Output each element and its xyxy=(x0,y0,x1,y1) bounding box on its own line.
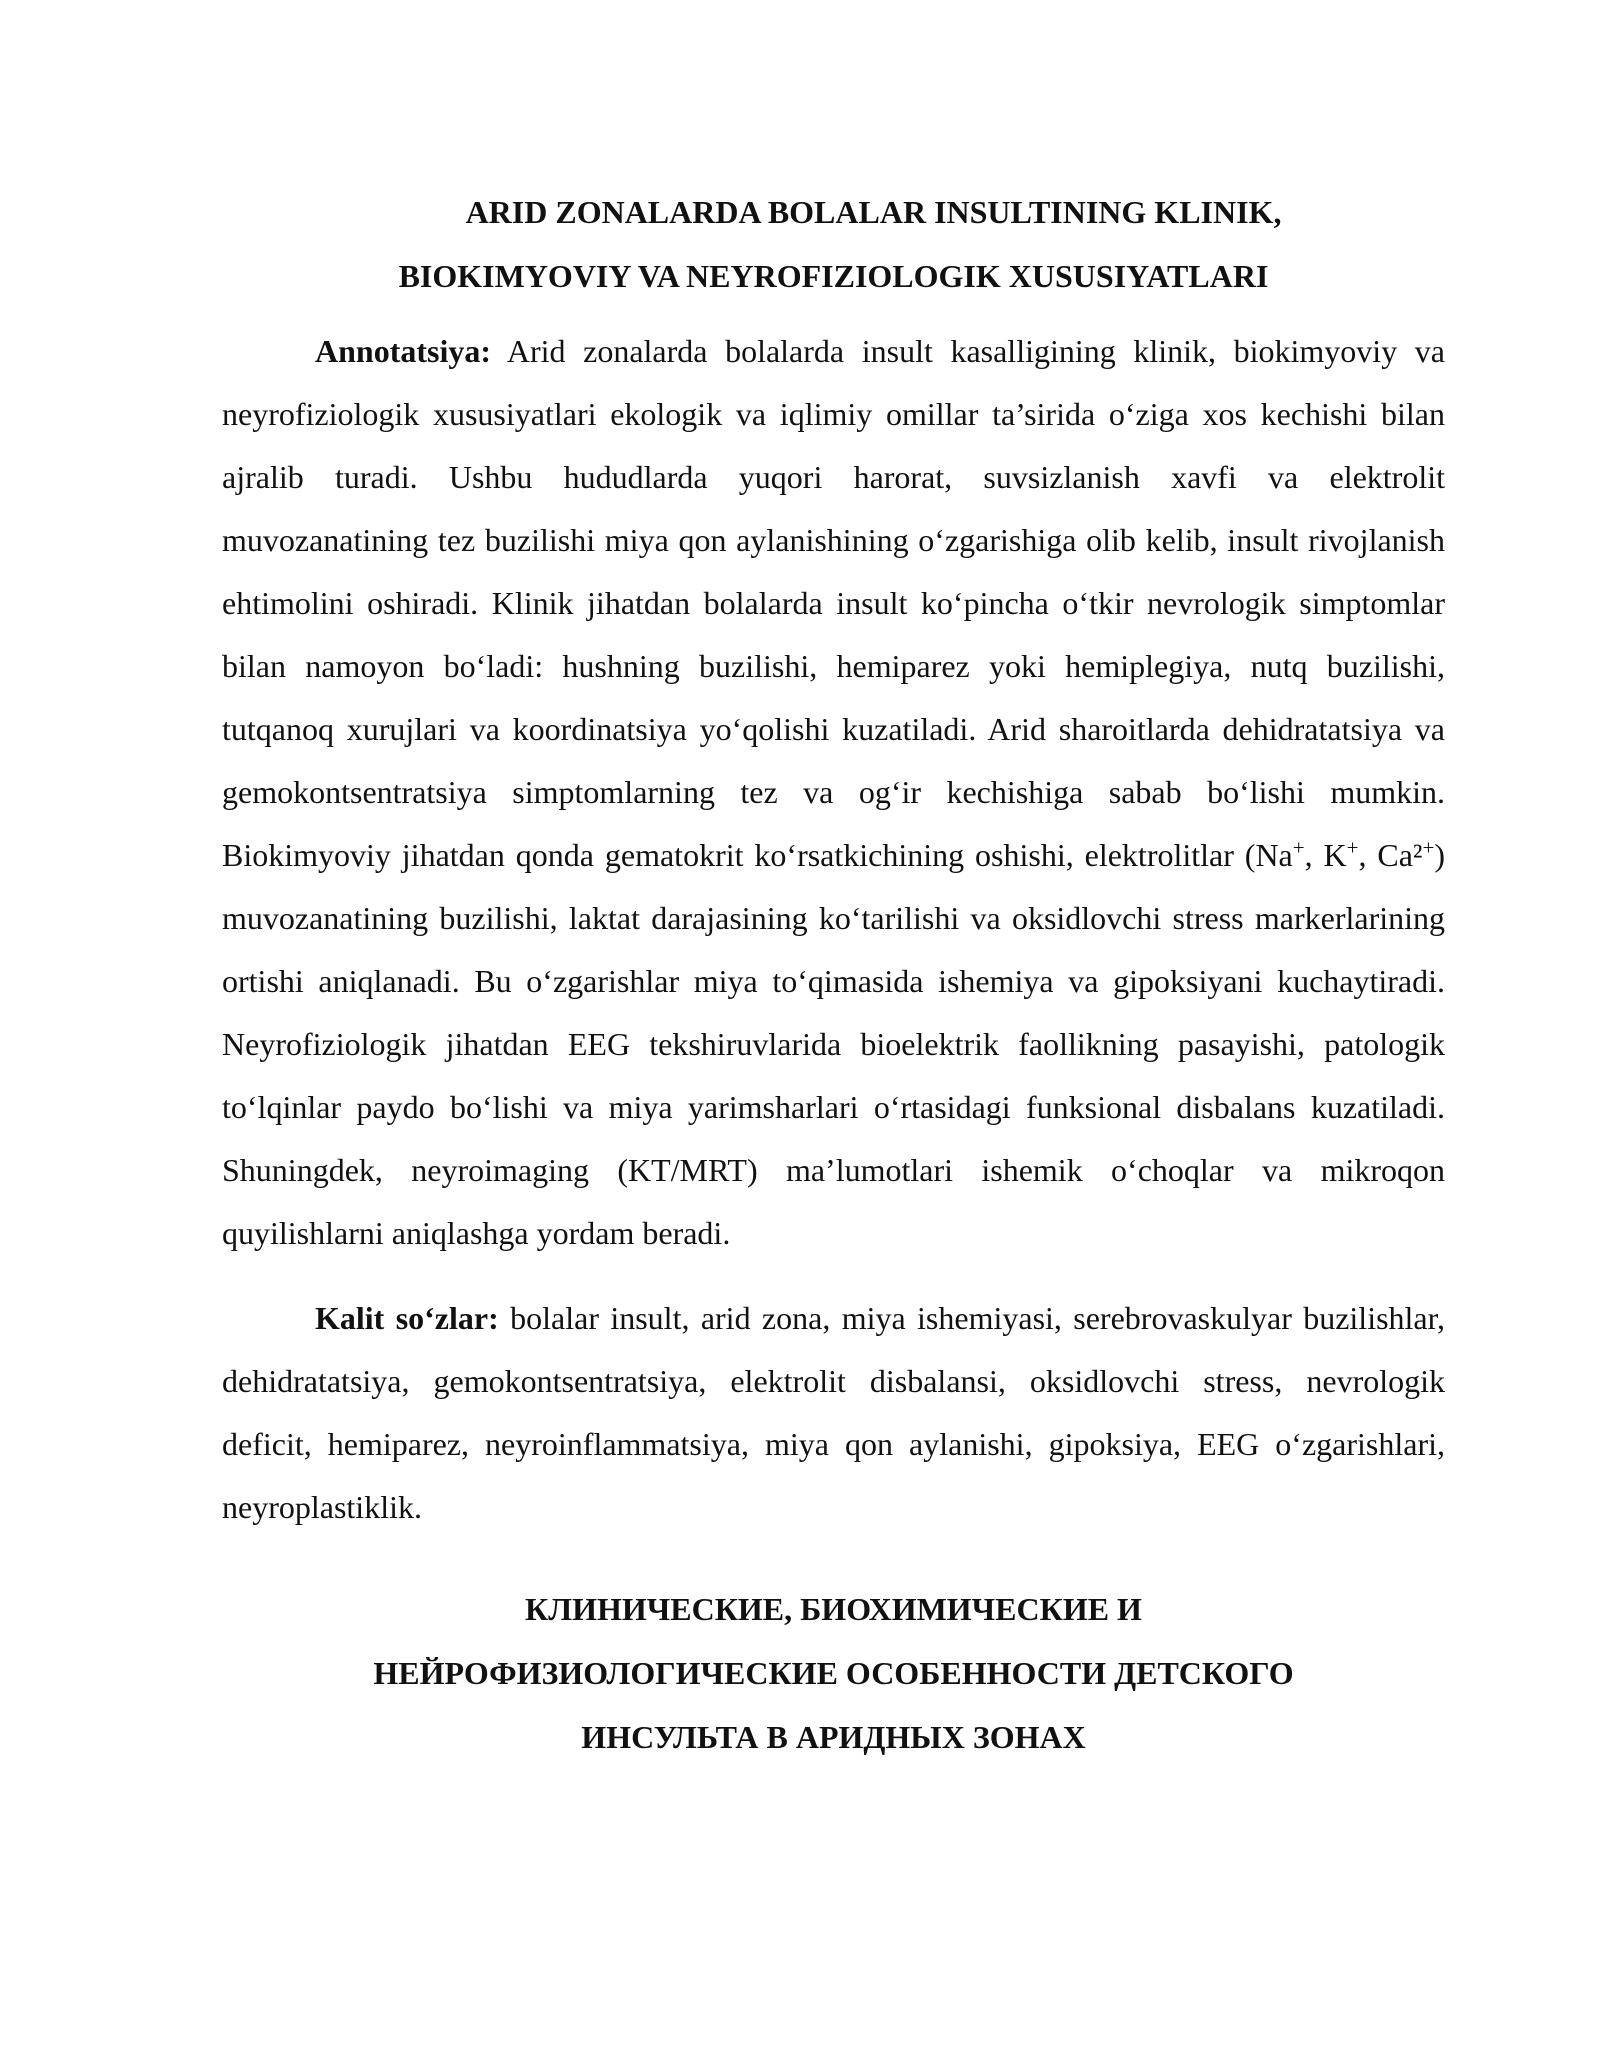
abstract-text-2: , K xyxy=(1304,837,1347,873)
abstract-label: Annotatsiya: xyxy=(315,333,492,369)
russian-title xyxy=(222,1577,1445,1769)
article-title-line-1: ARID ZONALARDA BOLALAR INSULTINING KLINIK, xyxy=(465,194,1282,230)
abstract-text-1: Arid zonalarda bolalarda insult kasalligining klinik, biokimyoviy va neyrofiziologik xususiyatlari ekologik va iqlimiy omillar ta’sirida o‘ziga xos kechishi bilan ajralib turadi. Ushbu hududlarda yuqori harorat, suvsizlanish xavfi va elektrolit muvozanatining tez buzilishi miya qon aylanishining o‘zgarishiga olib kelib, insult rivojlanish ehtimolini oshiradi. Klinik jihatdan bolalarda insult ko‘pincha o‘tkir nevrologik simptomlar bilan namoyon bo‘ladi: hushning buzilishi, hemiparez yoki hemiplegiya, nutq buzilishi, tutqanoq xurujlari va koordinatsiya yo‘qolishi kuzatiladi. Arid sharoitlarda dehidratatsiya va gemokontsentratsiya simptomlarning tez va og‘ir kechishiga sabab bo‘lishi mumkin. Biokimyoviy jihatdan qonda gematokrit ko‘rsatkichining oshishi, elektrolitlar (Na xyxy=(222,333,1445,873)
keywords-paragraph xyxy=(222,1287,1445,1539)
calcium-charge: + xyxy=(1422,835,1435,860)
article-title-line-2: BIOKIMYOVIY VA NEYROFIZIOLOGIK XUSUSIYATLARI xyxy=(398,258,1269,294)
potassium-charge: + xyxy=(1346,835,1359,860)
abstract-paragraph xyxy=(222,320,1445,1265)
abstract-text-3: , Ca² xyxy=(1358,837,1423,873)
keywords-text: bolalar insult, arid zona, miya ishemiyasi, serebrovaskulyar buzilishlar, dehidratatsiya, gemokontsentratsiya, elektrolit disbalansi, oksidlovchi stress, nevrologik deficit, hemiparez, neyroinflammatsiya, miya qon aylanishi, gipoksiya, EEG o‘zgarishlari, neyroplastiklik. xyxy=(222,1300,1446,1525)
article-title xyxy=(222,180,1445,308)
abstract-text-4: ) muvozanatining buzilishi, laktat darajasining ko‘tarilishi va oksidlovchi stress markerlarining ortishi aniqlanadi. Bu o‘zgarishlar miya to‘qimasida ishemiya va gipoksiyani kuchaytiradi. Neyrofiziologik jihatdan EEG tekshiruvlarida bioelektrik faollikning pasayishi, patologik to‘lqinlar paydo bo‘lishi va miya yarimsharlari o‘rtasidagi funksional disbalans kuzatiladi. Shuningdek, neyroimaging (KT/MRT) ma’lumotlari ishemik o‘choqlar va mikroqon quyilishlarni aniqlashga yordam beradi. xyxy=(222,837,1446,1251)
sodium-charge: + xyxy=(1292,835,1305,860)
keywords-label: Kalit so‘zlar: xyxy=(315,1300,499,1336)
russian-title-line-1: КЛИНИЧЕСКИЕ, БИОХИМИЧЕСКИЕ И xyxy=(525,1591,1142,1627)
russian-title-line-3: ИНСУЛЬТА В АРИДНЫХ ЗОНАХ xyxy=(581,1719,1086,1755)
russian-title-line-2: НЕЙРОФИЗИОЛОГИЧЕСКИЕ ОСОБЕННОСТИ ДЕТСКОГО xyxy=(373,1655,1294,1691)
